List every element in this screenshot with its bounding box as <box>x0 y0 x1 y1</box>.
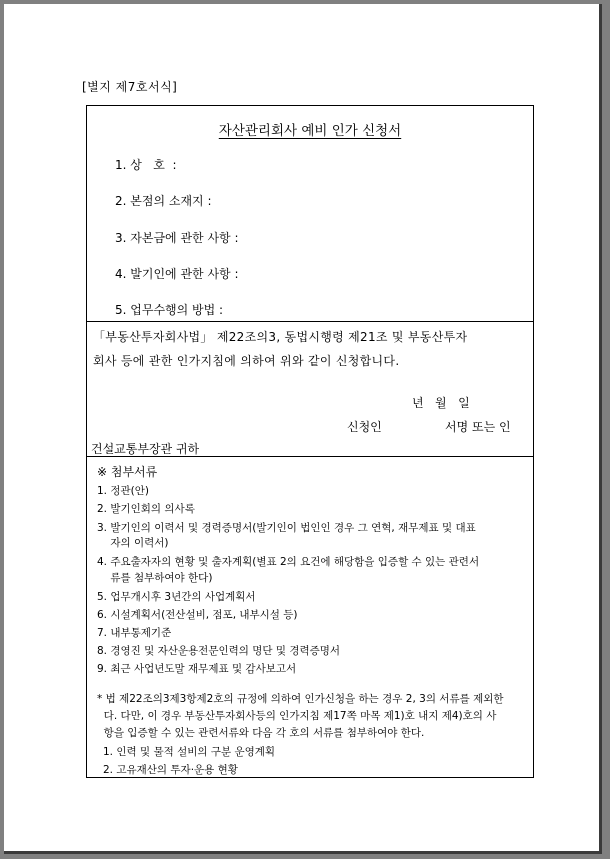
attachment-item: 6. 시설계획서(전산설비, 점포, 내부시설 등) <box>97 609 298 621</box>
declaration-section <box>87 322 533 457</box>
attachment-item: 류를 첨부하여야 한다) <box>97 572 213 584</box>
field-promoters: 4. 발기인에 관한 사항 : <box>115 267 239 281</box>
attachment-item: 3. 발기인의 이력서 및 경력증명서(발기인이 법인인 경우 그 연혁, 재무제표 및 대표 <box>97 522 476 534</box>
attachment-item: 4. 주요출자자의 현황 및 출자계획(별표 2의 요건에 해당함을 입증할 수 있는 관련서 <box>97 556 480 568</box>
declaration-line-1: 「부동산투자회사법」 제22조의3, 동법시행령 제21조 및 부동산투자 <box>93 330 468 344</box>
field-capital: 3. 자본금에 관한 사항 : <box>115 231 239 245</box>
form-header-section <box>87 106 533 322</box>
plan-item: 1. 인력 및 물적 설비의 구분 운영계획 <box>103 746 276 758</box>
application-form <box>86 105 534 778</box>
attachment-item: 9. 최근 사업년도말 재무제표 및 감사보고서 <box>97 663 297 675</box>
attachment-item: 5. 업무개시후 3년간의 사업계획서 <box>97 591 256 603</box>
form-title: 자산관리회사 예비 인가 신청서 <box>218 123 402 139</box>
field-business-method: 5. 업무수행의 방법 : <box>115 303 224 317</box>
form-number: [별지 제7호서식] <box>82 80 178 94</box>
signature-label: 서명 또는 인 <box>445 420 511 434</box>
document-page <box>4 4 602 854</box>
attachment-item: 8. 경영진 및 자산운용전문인력의 명단 및 경력증명서 <box>97 645 341 657</box>
attachment-item: 1. 정관(안) <box>97 485 149 497</box>
attachment-item: 자의 이력서) <box>97 537 169 549</box>
plan-item: 2. 고유재산의 투자·운용 현황 <box>103 764 238 776</box>
attachments-title: ※ 첨부서류 <box>97 465 158 479</box>
attachments-section <box>87 457 533 778</box>
declaration-line-2: 회사 등에 관한 인가지침에 의하여 위와 같이 신청합니다. <box>93 354 400 368</box>
note-line: 다. 다만, 이 경우 부동산투자회사등의 인가지침 제17쪽 마목 제1)호 내지 제4)호의 사 <box>97 710 497 722</box>
addressee: 건설교통부장관 귀하 <box>91 442 200 456</box>
note-line: * 법 제22조의3제3항제2호의 규정에 의하여 인가신청을 하는 경우 2, 3의 서류를 제외한 <box>97 693 504 705</box>
applicant-label: 신청인 <box>347 420 382 434</box>
field-company-name: 1. 상 호 : <box>115 158 177 172</box>
note-line: 항을 입증할 수 있는 관련서류와 다음 각 호의 서류를 첨부하여야 한다. <box>97 727 425 739</box>
field-head-office-location: 2. 본점의 소재지 : <box>115 194 212 208</box>
attachment-item: 2. 발기인회의 의사록 <box>97 503 195 515</box>
date-line: 년 월 일 <box>412 396 470 410</box>
attachment-item: 7. 내부통제기준 <box>97 627 172 639</box>
form-title-row <box>87 119 533 139</box>
